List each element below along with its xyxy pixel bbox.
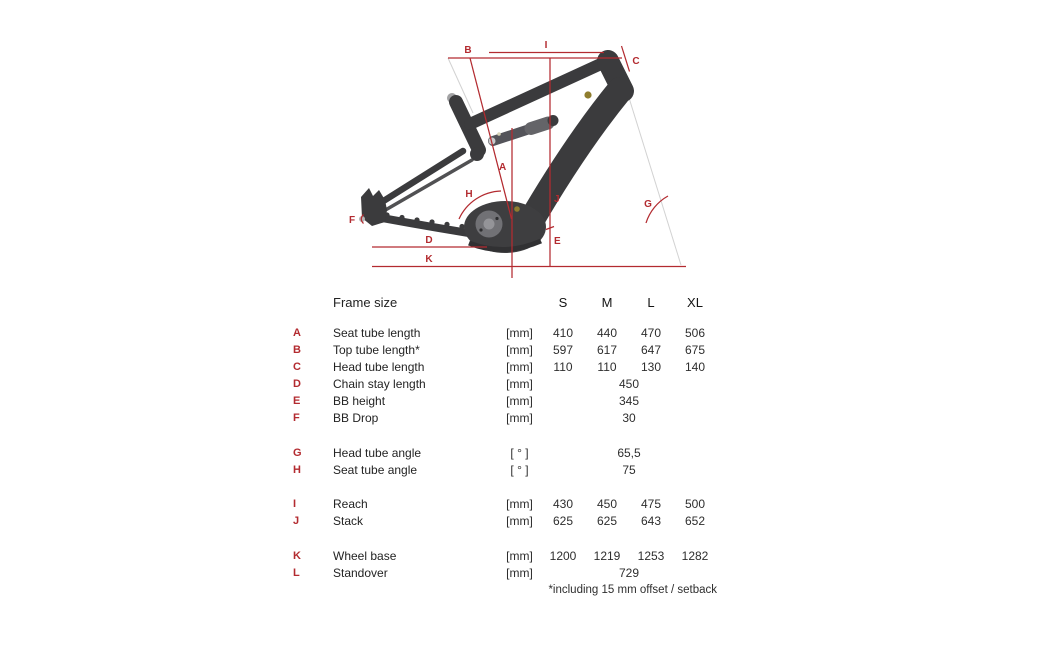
row-value-all-sizes: 75: [622, 462, 636, 477]
table-group-gap: [293, 478, 717, 495]
diagram-letter-E: E: [554, 236, 561, 247]
row-value-m: 110: [597, 359, 617, 374]
row-value-all-sizes: 65,5: [617, 445, 641, 460]
row-unit: [mm]: [506, 376, 533, 391]
row-value-xl: 140: [684, 359, 706, 374]
rocker-link: [470, 147, 484, 161]
row-value-s: 1200: [549, 548, 577, 563]
row-letter: I: [293, 497, 297, 510]
table-group-gap: [293, 426, 717, 444]
size-header-m: M: [601, 294, 613, 310]
rear-dropout: [361, 188, 387, 226]
row-label: Wheel base: [333, 548, 397, 563]
table-footnote: *including 15 mm offset / setback: [548, 583, 717, 596]
diagram-letter-J: J: [554, 194, 560, 205]
diagram-letter-G: G: [644, 199, 652, 210]
row-label: BB Drop: [333, 410, 379, 425]
row-letter: F: [293, 411, 300, 424]
row-value-l: 647: [640, 342, 662, 357]
row-unit: [mm]: [506, 410, 533, 425]
row-value-xl: 506: [684, 325, 706, 340]
row-value-l: 1253: [637, 548, 665, 563]
row-value-m: 617: [596, 342, 618, 357]
size-header-s: S: [558, 294, 568, 310]
row-value-l: 130: [640, 359, 662, 374]
row-label: Standover: [333, 565, 388, 580]
row-value-xl: 675: [684, 342, 706, 357]
row-value-m: 450: [596, 496, 618, 511]
seat-stay: [374, 151, 463, 207]
row-letter: D: [293, 377, 301, 390]
table-row-stack: [293, 512, 717, 529]
row-value-m: 440: [596, 325, 618, 340]
frame-geometry-diagram: [340, 8, 700, 284]
diagram-letter-D: D: [425, 235, 433, 246]
row-letter: G: [293, 446, 302, 459]
diagram-letter-H: H: [465, 189, 473, 200]
row-label: Top tube length*: [333, 342, 420, 357]
row-label: Head tube length: [333, 359, 425, 374]
shock-eyelet: [548, 115, 559, 126]
table-row-head-tube-length: [293, 358, 717, 375]
table-row-chain-stay-length: [293, 375, 717, 392]
table-row-bb-height: [293, 392, 717, 409]
down-tube: [528, 90, 620, 226]
row-value-xl: 500: [684, 496, 706, 511]
table-row-top-tube-length: [293, 341, 717, 358]
geometry-table: [293, 292, 717, 598]
table-row-standover: [293, 564, 717, 581]
row-letter: B: [293, 343, 301, 356]
diagram-letter-C: C: [632, 56, 640, 67]
row-unit: [mm]: [506, 565, 533, 580]
table-row-wheel-base: [293, 547, 717, 564]
size-header-l: L: [647, 294, 655, 310]
row-value-l: 643: [640, 513, 662, 528]
row-value-m: 625: [596, 513, 618, 528]
table-row-head-tube-angle: [293, 444, 717, 461]
row-letter: K: [293, 549, 301, 562]
row-value-all-sizes: 729: [618, 565, 640, 580]
row-value-s: 625: [552, 513, 574, 528]
row-label: Seat tube angle: [333, 462, 418, 477]
shock-valve: [497, 132, 501, 136]
table-group-gap: [293, 529, 717, 547]
row-value-all-sizes: 345: [618, 393, 640, 408]
row-value-xl: 1282: [681, 548, 709, 563]
row-value-s: 110: [553, 359, 573, 374]
motor-logo-dot: [514, 206, 520, 212]
row-label: Seat tube length: [333, 325, 421, 340]
row-unit: [mm]: [506, 359, 533, 374]
diagram-letter-I: I: [544, 40, 548, 51]
row-unit: [mm]: [506, 513, 533, 528]
row-value-all-sizes: 450: [618, 376, 640, 391]
row-value-l: 470: [640, 325, 662, 340]
row-letter: H: [293, 463, 301, 476]
table-header-row: [293, 292, 717, 312]
row-unit: [mm]: [506, 342, 533, 357]
row-label: Reach: [333, 496, 368, 511]
row-unit: [ ° ]: [510, 462, 529, 477]
diagram-letter-A: A: [499, 162, 507, 173]
row-value-all-sizes: 30: [622, 410, 636, 425]
row-unit: [mm]: [506, 548, 533, 563]
row-label: BB height: [333, 393, 386, 408]
diagram-letter-B: B: [464, 45, 472, 56]
row-value-l: 475: [640, 496, 662, 511]
diagram-letter-F: F: [349, 215, 356, 226]
bike-frame-illustration: [359, 61, 623, 253]
row-value-s: 410: [552, 325, 574, 340]
row-value-xl: 652: [684, 513, 706, 528]
diagram-letter-K: K: [425, 254, 433, 265]
table-row-seat-tube-length: [293, 324, 717, 341]
row-unit: [mm]: [506, 393, 533, 408]
row-letter: C: [293, 360, 301, 373]
shock-sleeve: [531, 123, 548, 129]
row-letter: E: [293, 394, 301, 407]
seat-stay-lower: [382, 160, 472, 212]
row-value-s: 430: [552, 496, 574, 511]
row-letter: J: [293, 514, 300, 527]
size-header-xl: XL: [687, 294, 703, 310]
table-title: Frame size: [333, 294, 398, 310]
row-letter: A: [293, 326, 301, 339]
row-unit: [mm]: [506, 325, 533, 340]
row-unit: [ ° ]: [510, 445, 529, 460]
table-row-reach: [293, 495, 717, 512]
row-letter: L: [293, 566, 300, 579]
table-row-seat-tube-angle: [293, 461, 717, 478]
motor-hub: [484, 219, 495, 230]
row-unit: [mm]: [506, 496, 533, 511]
row-label: Head tube angle: [333, 445, 422, 460]
row-value-m: 1219: [593, 548, 621, 563]
row-value-s: 597: [552, 342, 574, 357]
table-row-bb-drop: [293, 409, 717, 426]
motor-bolt: [495, 217, 498, 220]
row-label: Stack: [333, 513, 364, 528]
motor-bolt: [479, 228, 482, 231]
row-label: Chain stay length: [333, 376, 426, 391]
top-tube: [470, 63, 603, 124]
downtube-logo-dot: [584, 91, 591, 98]
